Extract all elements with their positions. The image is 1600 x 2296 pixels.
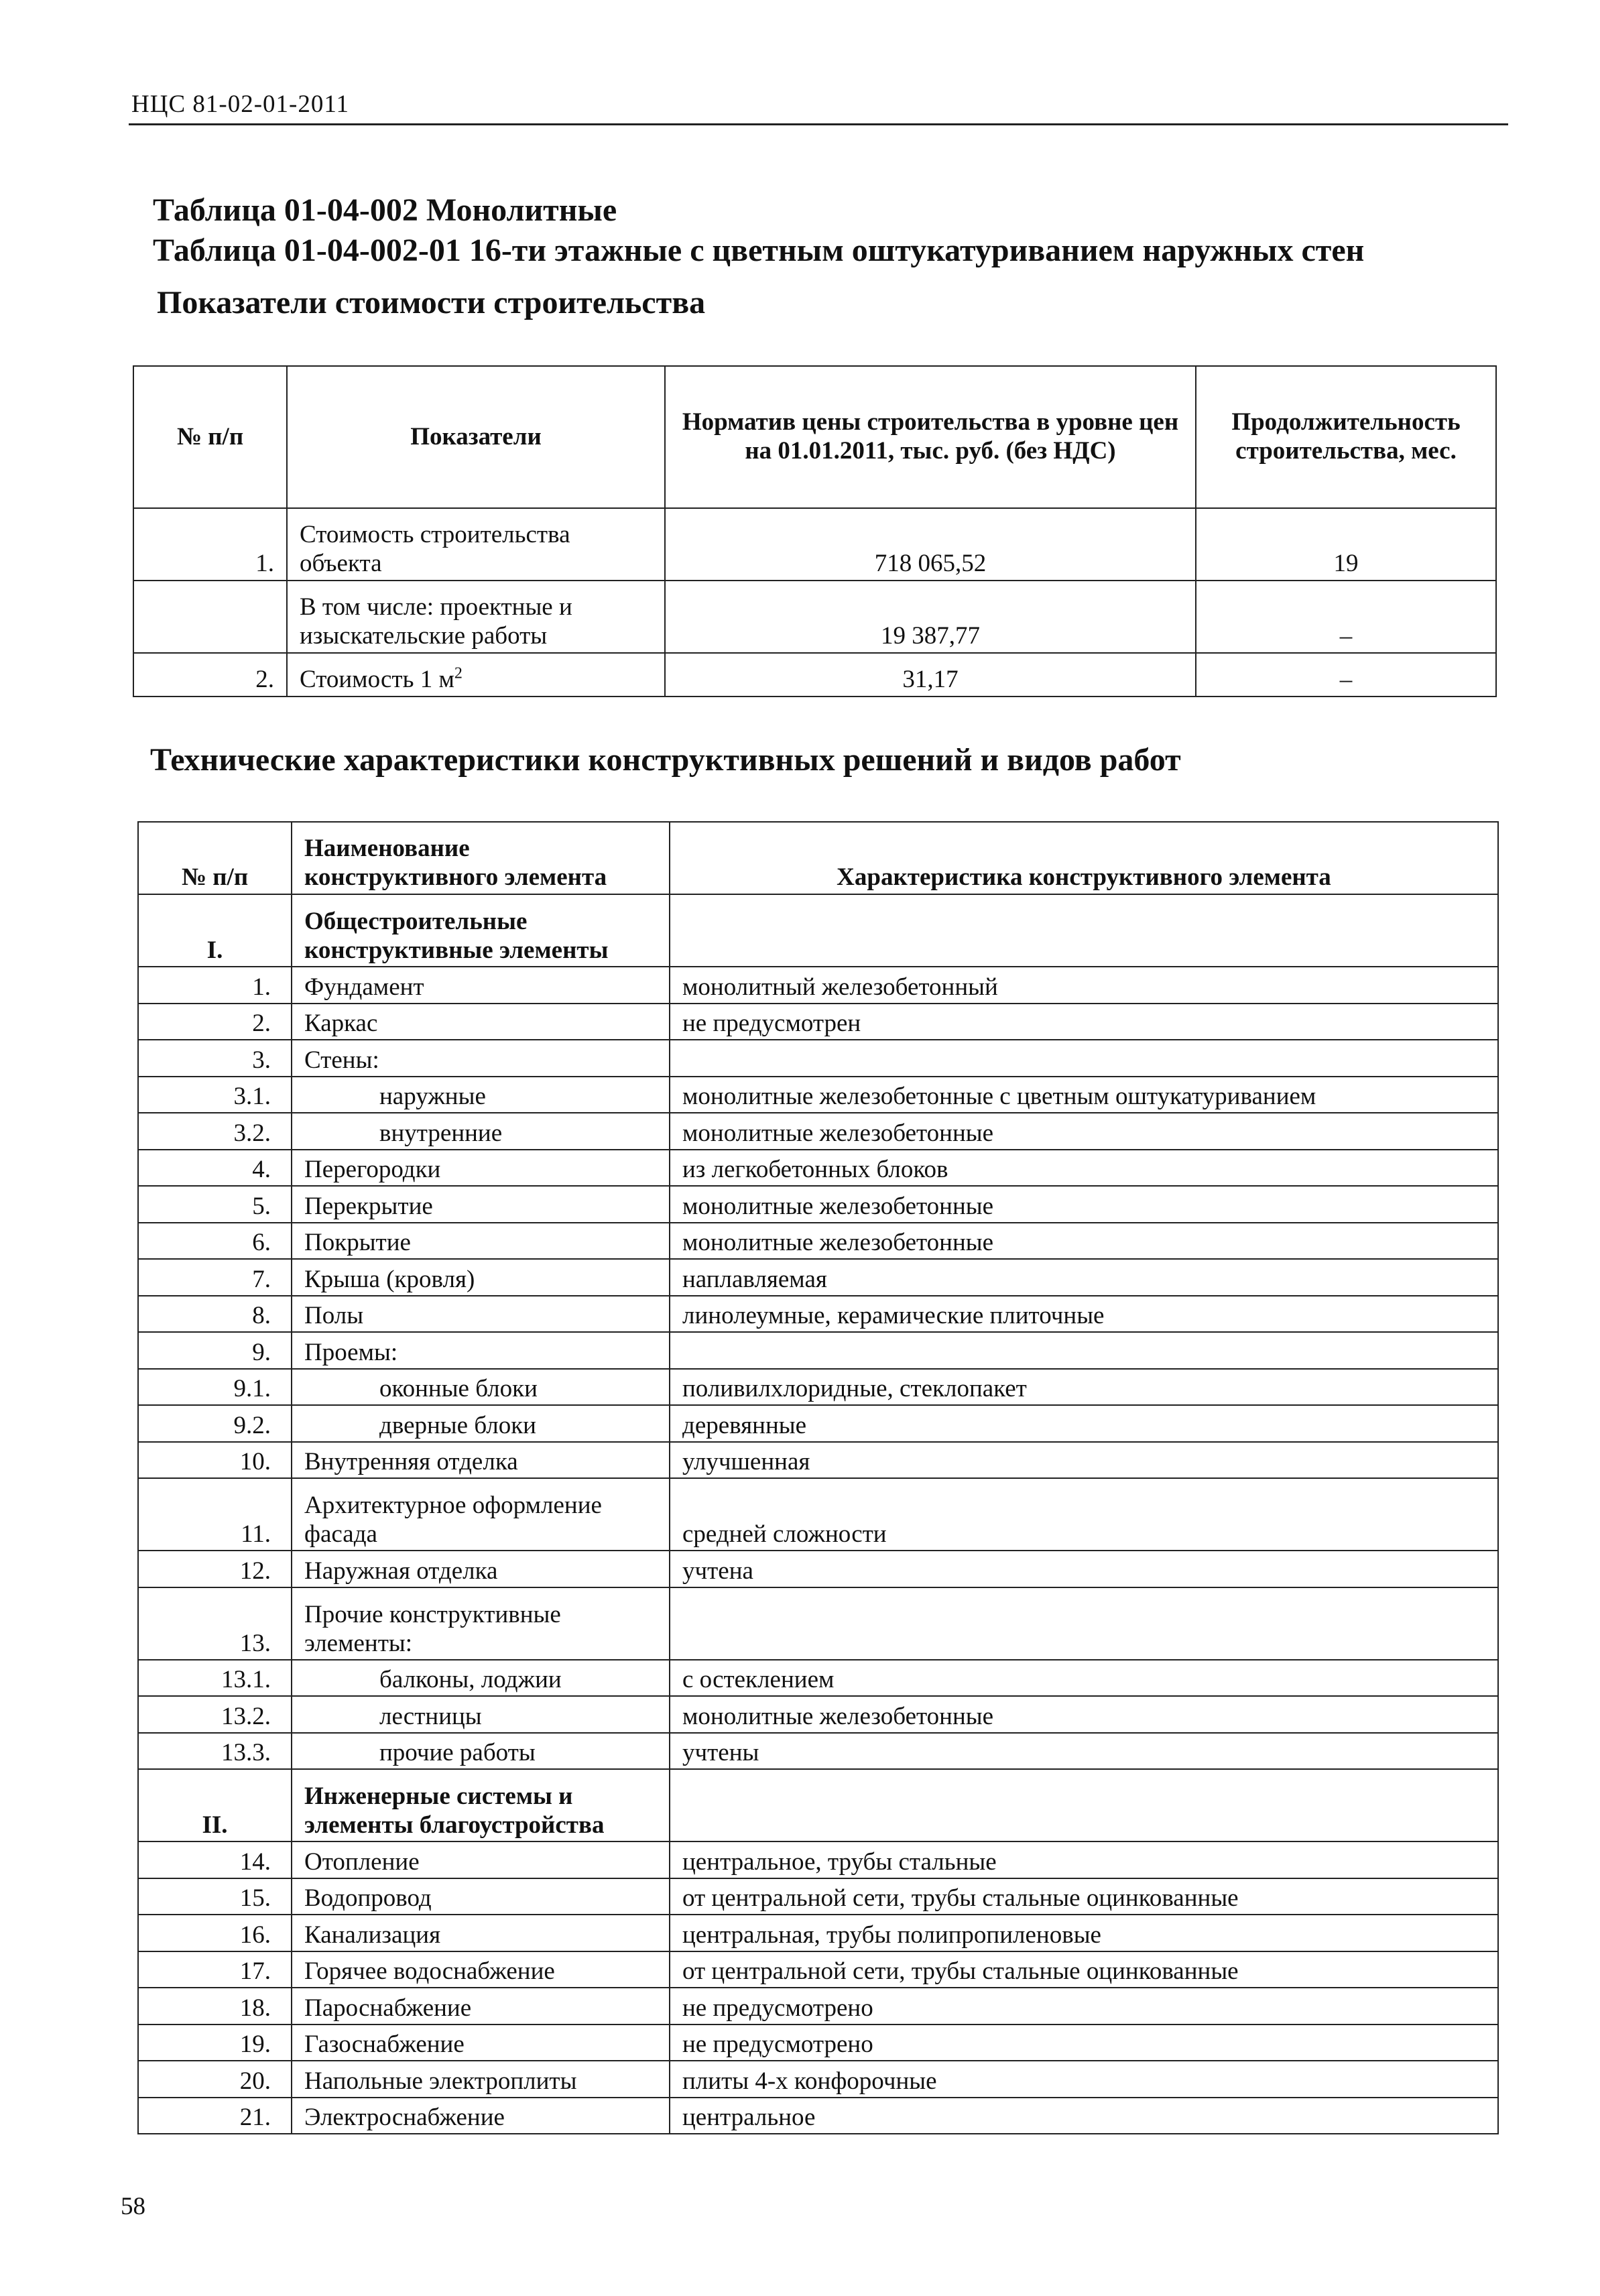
cell-name: Стоимость строительства объекта [287, 508, 665, 581]
cell-duration: – [1196, 581, 1496, 653]
table-row [138, 1951, 1498, 1988]
cell-name [287, 653, 665, 697]
cell-characteristic: улучшенная [670, 1442, 1498, 1479]
cell-characteristic: не предусмотрено [670, 1988, 1498, 2025]
table-row [138, 967, 1498, 1004]
cell-num: 18. [138, 1988, 292, 2025]
table-row [138, 1113, 1498, 1150]
cell-num: 13.1. [138, 1660, 292, 1697]
cell-element: Перекрытие [292, 1186, 670, 1223]
cell-element: Внутренняя отделка [292, 1442, 670, 1479]
cell-num: 11. [138, 1478, 292, 1551]
table-row [133, 581, 1496, 653]
cell-element: Наружная отделка [292, 1551, 670, 1587]
col-header-indicator: Показатели [287, 366, 665, 508]
cell-characteristic: центральное [670, 2098, 1498, 2134]
cell-element: оконные блоки [292, 1369, 670, 1406]
cell-num: 9.1. [138, 1369, 292, 1406]
document-code: НЦС 81-02-01-2011 [131, 90, 349, 118]
cell-num: 5. [138, 1186, 292, 1223]
cell-characteristic: монолитные железобетонные [670, 1696, 1498, 1733]
section-row [138, 894, 1498, 967]
cell-characteristic: от центральной сети, трубы стальные оцинкованные [670, 1951, 1498, 1988]
table-row [138, 2025, 1498, 2061]
cell-element: Водопровод [292, 1878, 670, 1915]
cell-duration: – [1196, 653, 1496, 697]
cell-characteristic: от центральной сети, трубы стальные оцинкованные [670, 1878, 1498, 1915]
cell-price: 19 387,77 [665, 581, 1196, 653]
cell-num: 13. [138, 1587, 292, 1660]
cell-characteristic [670, 1040, 1498, 1077]
table-row [138, 1841, 1498, 1878]
cell-element: Напольные электроплиты [292, 2061, 670, 2098]
cell-num: 4. [138, 1150, 292, 1187]
cell-element: Инженерные системы и элементы благоустройства [292, 1769, 670, 1841]
table-row [138, 1004, 1498, 1040]
cell-element: Отопление [292, 1841, 670, 1878]
cell-element: балконы, лоджии [292, 1660, 670, 1697]
col-header-num: № п/п [138, 822, 292, 894]
cell-element: Прочие конструктивные элементы: [292, 1587, 670, 1660]
table-row [138, 1150, 1498, 1187]
table-row [138, 1733, 1498, 1770]
cell-characteristic [670, 1587, 1498, 1660]
cell-characteristic: наплавляемая [670, 1259, 1498, 1296]
tech-table-body [138, 894, 1498, 2134]
cell-characteristic: поливилхлоридные, стеклопакет [670, 1369, 1498, 1406]
col-header-characteristic: Характеристика конструктивного элемента [670, 822, 1498, 894]
cell-num [133, 581, 287, 653]
cell-num: 13.3. [138, 1733, 292, 1770]
cell-num: 6. [138, 1223, 292, 1260]
table-row [138, 1040, 1498, 1077]
cell-characteristic: деревянные [670, 1405, 1498, 1442]
cell-num: 14. [138, 1841, 292, 1878]
table-row [138, 2061, 1498, 2098]
cell-characteristic: монолитные железобетонные [670, 1113, 1498, 1150]
table-row [138, 1478, 1498, 1551]
cell-element: Фундамент [292, 967, 670, 1004]
cell-num: 2. [133, 653, 287, 697]
cell-characteristic: не предусмотрено [670, 2025, 1498, 2061]
table-row [138, 2098, 1498, 2134]
superscript-2: 2 [454, 664, 463, 682]
cell-element: Стены: [292, 1040, 670, 1077]
table-row [138, 1696, 1498, 1733]
cell-characteristic: не предусмотрен [670, 1004, 1498, 1040]
col-header-element: Наименование конструктивного элемента [292, 822, 670, 894]
cell-num: 9. [138, 1332, 292, 1369]
cell-duration: 19 [1196, 508, 1496, 581]
cost-section-title: Показатели стоимости строительства [157, 285, 706, 320]
cell-element: Горячее водоснабжение [292, 1951, 670, 1988]
table-row [138, 1259, 1498, 1296]
table-row [138, 1915, 1498, 1951]
table-title: Таблица 01-04-002 Монолитные [153, 192, 617, 228]
table-row [138, 1186, 1498, 1223]
table-row [138, 1332, 1498, 1369]
cell-characteristic [670, 894, 1498, 967]
cell-element: внутренние [292, 1113, 670, 1150]
cell-element: Крыша (кровля) [292, 1259, 670, 1296]
table-subtitle: Таблица 01-04-002-01 16-ти этажные с цветным оштукатуриванием наружных стен [153, 233, 1365, 268]
cell-characteristic: монолитные железобетонные с цветным оштукатуриванием [670, 1077, 1498, 1113]
cell-element: Газоснабжение [292, 2025, 670, 2061]
table-row [138, 1223, 1498, 1260]
cell-characteristic: монолитный железобетонный [670, 967, 1498, 1004]
cell-name: В том числе: проектные и изыскательские работы [287, 581, 665, 653]
cell-characteristic: учтены [670, 1733, 1498, 1770]
table-row [138, 1405, 1498, 1442]
col-header-num: № п/п [133, 366, 287, 508]
cell-element: Полы [292, 1296, 670, 1333]
cell-num: 19. [138, 2025, 292, 2061]
table-row [138, 1077, 1498, 1113]
tech-table [137, 821, 1499, 2134]
cell-characteristic: с остеклением [670, 1660, 1498, 1697]
cell-num: II. [138, 1769, 292, 1841]
cell-characteristic: центральное, трубы стальные [670, 1841, 1498, 1878]
page-number: 58 [121, 2193, 145, 2220]
cell-element: Пароснабжение [292, 1988, 670, 2025]
cell-num: 12. [138, 1551, 292, 1587]
cell-num: 1. [133, 508, 287, 581]
cell-price: 31,17 [665, 653, 1196, 697]
cell-element: прочие работы [292, 1733, 670, 1770]
cell-characteristic [670, 1332, 1498, 1369]
cell-num: 1. [138, 967, 292, 1004]
cell-num: 21. [138, 2098, 292, 2134]
cell-num: 8. [138, 1296, 292, 1333]
cell-characteristic: центральная, трубы полипропиленовые [670, 1915, 1498, 1951]
cell-characteristic [670, 1769, 1498, 1841]
cell-num: 3. [138, 1040, 292, 1077]
table-row [138, 1442, 1498, 1479]
cell-characteristic: монолитные железобетонные [670, 1186, 1498, 1223]
cell-characteristic: средней сложности [670, 1478, 1498, 1551]
cell-num: 16. [138, 1915, 292, 1951]
table-row [138, 1878, 1498, 1915]
cell-characteristic: учтена [670, 1551, 1498, 1587]
tech-table-header [138, 822, 1498, 894]
cell-num: 13.2. [138, 1696, 292, 1733]
cell-element: Канализация [292, 1915, 670, 1951]
cell-num: 17. [138, 1951, 292, 1988]
cell-element: Проемы: [292, 1332, 670, 1369]
table-row [138, 1369, 1498, 1406]
tech-section-title: Технические характеристики конструктивных решений и видов работ [150, 742, 1181, 778]
table-row [138, 1551, 1498, 1587]
cell-element: Перегородки [292, 1150, 670, 1187]
header-rule [129, 123, 1508, 125]
cell-element: Электроснабжение [292, 2098, 670, 2134]
cell-element: Общестроительные конструктивные элементы [292, 894, 670, 967]
table-row [133, 653, 1496, 697]
cell-characteristic: из легкобетонных блоков [670, 1150, 1498, 1187]
cost-table [133, 365, 1497, 697]
table-row [138, 1296, 1498, 1333]
cell-characteristic: монолитные железобетонные [670, 1223, 1498, 1260]
cell-name-text: Стоимость 1 м [300, 666, 454, 694]
cell-num: 9.2. [138, 1405, 292, 1442]
cost-table-header [133, 366, 1496, 508]
cell-num: 10. [138, 1442, 292, 1479]
cell-num: 7. [138, 1259, 292, 1296]
cell-price: 718 065,52 [665, 508, 1196, 581]
cell-element: Архитектурное оформление фасада [292, 1478, 670, 1551]
cell-element: наружные [292, 1077, 670, 1113]
cell-characteristic: линолеумные, керамические плиточные [670, 1296, 1498, 1333]
cell-element: дверные блоки [292, 1405, 670, 1442]
cell-element: Покрытие [292, 1223, 670, 1260]
cell-num: 2. [138, 1004, 292, 1040]
cell-element: Каркас [292, 1004, 670, 1040]
table-row [138, 1587, 1498, 1660]
cell-num: 20. [138, 2061, 292, 2098]
col-header-price: Норматив цены строительства в уровне цен на 01.01.2011, тыс. руб. (без НДС) [665, 366, 1196, 508]
table-row [138, 1988, 1498, 2025]
cell-num: 15. [138, 1878, 292, 1915]
cell-num: 3.1. [138, 1077, 292, 1113]
table-row [138, 1660, 1498, 1697]
section-row [138, 1769, 1498, 1841]
cell-characteristic: плиты 4-х конфорочные [670, 2061, 1498, 2098]
cell-num: 3.2. [138, 1113, 292, 1150]
cell-element: лестницы [292, 1696, 670, 1733]
col-header-duration: Продолжительность строительства, мес. [1196, 366, 1496, 508]
cell-num: I. [138, 894, 292, 967]
table-row [133, 508, 1496, 581]
